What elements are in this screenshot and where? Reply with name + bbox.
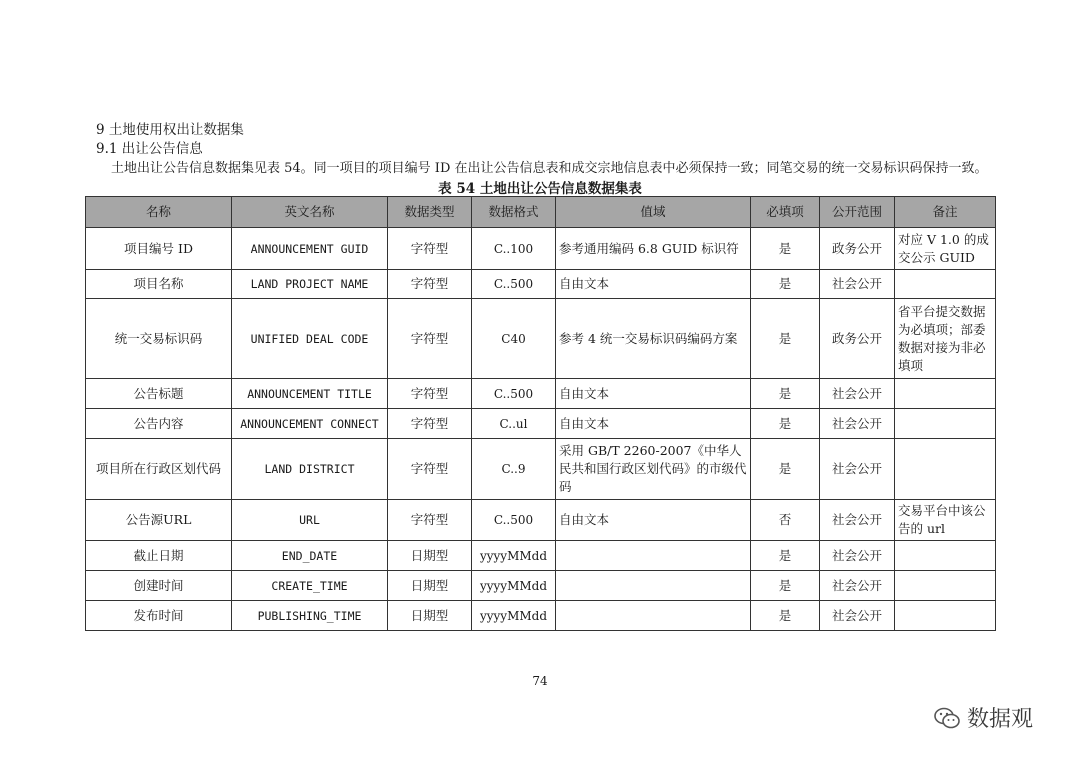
- cell-english-name: CREATE_TIME: [232, 571, 388, 601]
- cell-name: 项目编号 ID: [86, 228, 232, 270]
- cell-name: 公告内容: [86, 409, 232, 439]
- cell-remarks: 交易平台中该公告的 url: [895, 500, 996, 541]
- table-row: [86, 299, 996, 379]
- header-required: 必填项: [751, 197, 820, 228]
- cell-required: 是: [751, 228, 820, 270]
- cell-remarks: 对应 V 1.0 的成交公示 GUID: [895, 228, 996, 270]
- cell-public-scope: 社会公开: [820, 541, 895, 571]
- cell-english-name: UNIFIED DEAL CODE: [232, 299, 388, 379]
- table-header-row: [86, 197, 996, 228]
- section-heading: 9 土地使用权出让数据集: [96, 122, 244, 138]
- cell-data-format: yyyyMMdd: [472, 571, 556, 601]
- cell-public-scope: 社会公开: [820, 500, 895, 541]
- header-value-domain: 值域: [556, 197, 751, 228]
- cell-english-name: URL: [232, 500, 388, 541]
- cell-remarks: [895, 379, 996, 409]
- cell-value-domain: 参考通用编码 6.8 GUID 标识符: [556, 228, 751, 270]
- cell-value-domain: 自由文本: [556, 500, 751, 541]
- cell-data-type: 字符型: [388, 299, 472, 379]
- cell-name: 截止日期: [86, 541, 232, 571]
- cell-public-scope: 社会公开: [820, 439, 895, 500]
- cell-public-scope: 政务公开: [820, 228, 895, 270]
- cell-data-type: 日期型: [388, 541, 472, 571]
- cell-data-format: C..500: [472, 270, 556, 299]
- cell-data-type: 字符型: [388, 228, 472, 270]
- header-data-format: 数据格式: [472, 197, 556, 228]
- cell-value-domain: 自由文本: [556, 409, 751, 439]
- cell-public-scope: 社会公开: [820, 379, 895, 409]
- cell-public-scope: 社会公开: [820, 270, 895, 299]
- cell-remarks: [895, 571, 996, 601]
- cell-remarks: [895, 409, 996, 439]
- header-remarks: 备注: [895, 197, 996, 228]
- cell-data-type: 字符型: [388, 500, 472, 541]
- watermark: [933, 702, 1033, 733]
- dataset-table: [85, 196, 996, 631]
- cell-data-type: 日期型: [388, 601, 472, 631]
- cell-remarks: [895, 270, 996, 299]
- cell-value-domain: [556, 541, 751, 571]
- cell-required: 是: [751, 270, 820, 299]
- cell-english-name: ANNOUNCEMENT TITLE: [232, 379, 388, 409]
- cell-remarks: [895, 439, 996, 500]
- cell-public-scope: 社会公开: [820, 601, 895, 631]
- watermark-text: 数据观: [967, 707, 1034, 732]
- cell-name: 项目名称: [86, 270, 232, 299]
- cell-value-domain: 采用 GB/T 2260-2007《中华人民共和国行政区划代码》的市级代码: [556, 439, 751, 500]
- cell-data-format: C..9: [472, 439, 556, 500]
- header-data-type: 数据类型: [388, 197, 472, 228]
- cell-data-format: yyyyMMdd: [472, 541, 556, 571]
- cell-value-domain: 自由文本: [556, 270, 751, 299]
- cell-remarks: [895, 541, 996, 571]
- wechat-icon: [933, 706, 961, 730]
- table-row: [86, 439, 996, 500]
- cell-required: 是: [751, 601, 820, 631]
- cell-required: 是: [751, 379, 820, 409]
- cell-data-format: C..100: [472, 228, 556, 270]
- cell-required: 是: [751, 409, 820, 439]
- cell-required: 是: [751, 571, 820, 601]
- cell-english-name: ANNOUNCEMENT GUID: [232, 228, 388, 270]
- table-row: [86, 409, 996, 439]
- cell-required: 是: [751, 299, 820, 379]
- intro-paragraph: 土地出让公告信息数据集见表 54。同一项目的项目编号 ID 在出让公告信息表和成交宗地信息表中必须保持一致；同笔交易的统一交易标识码保持一致。: [111, 161, 988, 176]
- header-public-scope: 公开范围: [820, 197, 895, 228]
- cell-data-type: 字符型: [388, 409, 472, 439]
- cell-data-type: 日期型: [388, 571, 472, 601]
- cell-name: 公告源URL: [86, 500, 232, 541]
- cell-data-type: 字符型: [388, 439, 472, 500]
- cell-data-type: 字符型: [388, 270, 472, 299]
- cell-english-name: ANNOUNCEMENT CONNECT: [232, 409, 388, 439]
- cell-name: 发布时间: [86, 601, 232, 631]
- cell-required: 否: [751, 500, 820, 541]
- cell-value-domain: [556, 571, 751, 601]
- table-caption: 表 54 土地出让公告信息数据集表: [438, 181, 642, 197]
- cell-public-scope: 社会公开: [820, 409, 895, 439]
- cell-public-scope: 政务公开: [820, 299, 895, 379]
- cell-data-format: C..ul: [472, 409, 556, 439]
- cell-remarks: [895, 601, 996, 631]
- cell-name: 统一交易标识码: [86, 299, 232, 379]
- cell-english-name: LAND DISTRICT: [232, 439, 388, 500]
- cell-data-format: C..500: [472, 379, 556, 409]
- table-row: [86, 270, 996, 299]
- cell-data-format: yyyyMMdd: [472, 601, 556, 631]
- cell-required: 是: [751, 439, 820, 500]
- cell-data-format: C..500: [472, 500, 556, 541]
- table-row: [86, 601, 996, 631]
- cell-value-domain: 自由文本: [556, 379, 751, 409]
- cell-name: 公告标题: [86, 379, 232, 409]
- cell-name: 创建时间: [86, 571, 232, 601]
- cell-remarks: 省平台提交数据为必填项；部委数据对接为非必填项: [895, 299, 996, 379]
- cell-english-name: END_DATE: [232, 541, 388, 571]
- table-row: [86, 500, 996, 541]
- cell-data-type: 字符型: [388, 379, 472, 409]
- page-number: 74: [532, 674, 548, 688]
- subsection-heading: 9.1 出让公告信息: [96, 141, 203, 157]
- cell-value-domain: 参考 4 统一交易标识码编码方案: [556, 299, 751, 379]
- cell-required: 是: [751, 541, 820, 571]
- cell-english-name: PUBLISHING_TIME: [232, 601, 388, 631]
- table-row: [86, 228, 996, 270]
- table-row: [86, 379, 996, 409]
- cell-data-format: C40: [472, 299, 556, 379]
- cell-public-scope: 社会公开: [820, 571, 895, 601]
- header-english-name: 英文名称: [232, 197, 388, 228]
- table-row: [86, 571, 996, 601]
- table-row: [86, 541, 996, 571]
- cell-value-domain: [556, 601, 751, 631]
- cell-english-name: LAND PROJECT NAME: [232, 270, 388, 299]
- header-name: 名称: [86, 197, 232, 228]
- cell-name: 项目所在行政区划代码: [86, 439, 232, 500]
